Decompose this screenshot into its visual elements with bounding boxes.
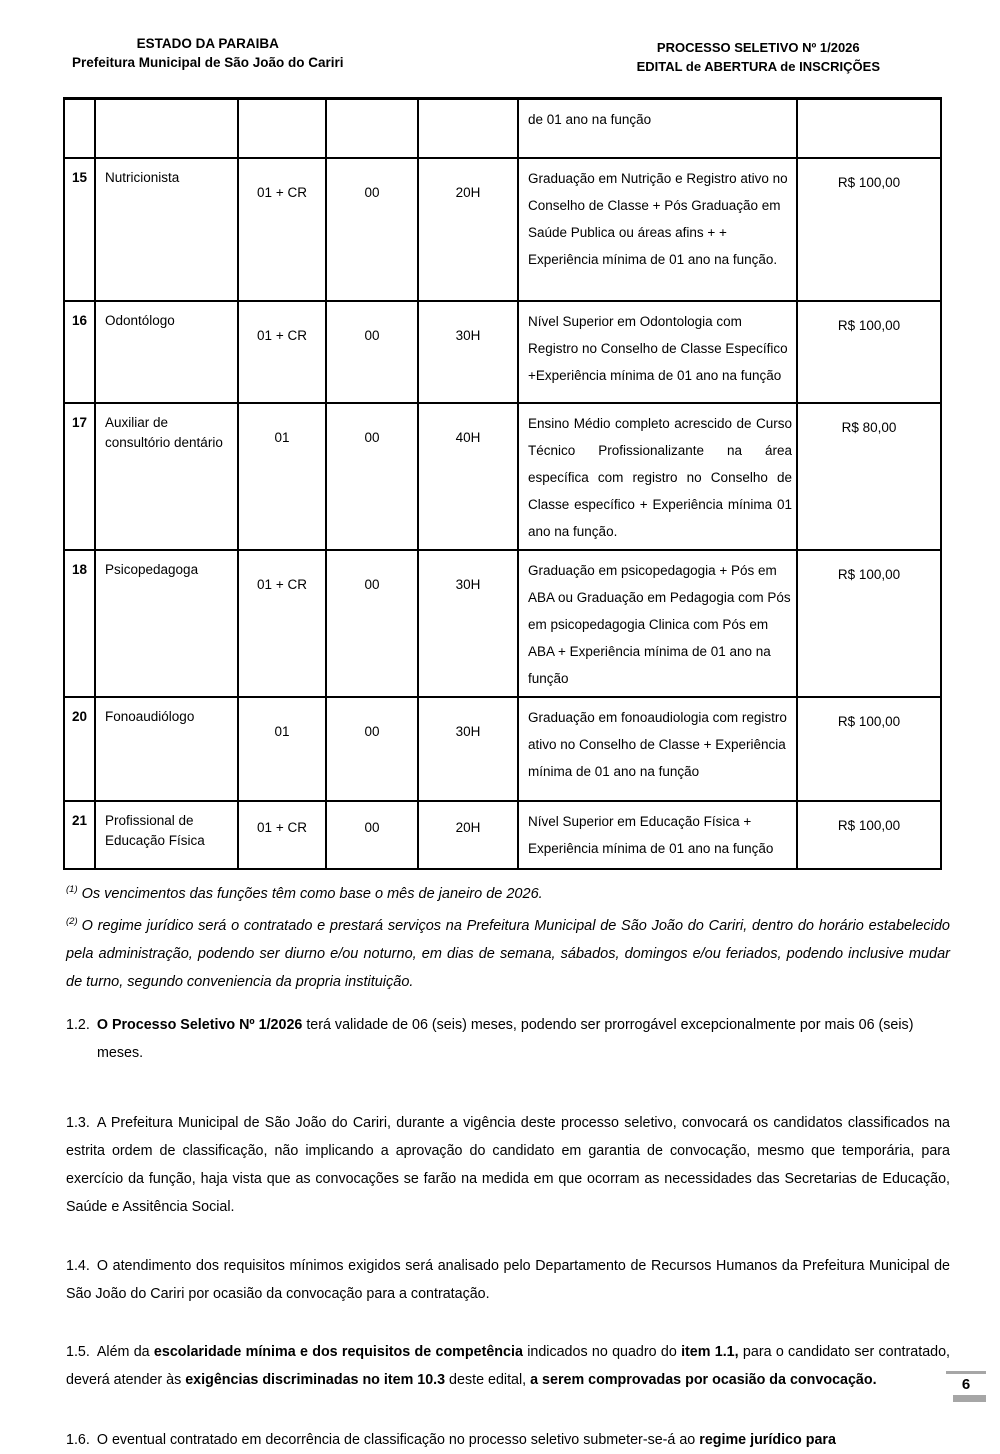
cell-vacancies: 01 + CR: [238, 801, 326, 869]
footnotes-section: [66, 879, 950, 997]
paragraph-1-2: [66, 1011, 950, 1067]
paragraph-number: 1.6.: [66, 1432, 90, 1449]
page-footer: [946, 1371, 986, 1402]
table-row: [64, 158, 941, 301]
cell-position: Odontólogo: [95, 301, 238, 403]
cell-fee: R$ 80,00: [797, 403, 941, 550]
state-name: ESTADO DA PARAIBA: [136, 36, 279, 51]
cell-reserved: 00: [326, 158, 418, 301]
body-paragraphs: [66, 1011, 950, 1454]
cell-requirements: Nível Superior em Odontologia com Registro no Conselho de Classe Específico +Experiência mínima de 01 ano na função: [518, 301, 797, 403]
cell-workload: [418, 99, 518, 158]
cell-position: [95, 99, 238, 158]
table-row-carryover: [64, 99, 941, 158]
table-row: [64, 403, 941, 550]
cell-vacancies: 01 + CR: [238, 550, 326, 697]
header-document-title: [637, 34, 880, 76]
municipality-name: Prefeitura Municipal de São João do Cariri: [72, 55, 344, 70]
cell-reserved: 00: [326, 301, 418, 403]
cell-reserved: 00: [326, 801, 418, 869]
cell-row-number: 18: [64, 550, 95, 697]
cell-requirements: Ensino Médio completo acrescido de Curso Técnico Profissionalizante na área específica com registro no Conselho de Classe específico + Experiência mínima 01 ano na função.: [518, 403, 797, 550]
cell-requirements: Graduação em fonoaudiologia com registro ativo no Conselho de Classe + Experiência mínima de 01 ano na função: [518, 697, 797, 801]
cell-workload: 20H: [418, 158, 518, 301]
paragraph-text: Além da escolaridade mínima e dos requisitos de competência indicados no quadro do item 1.1, para o candidato ser contratado, deverá atender às exigências discriminadas no item 10.3 deste edital, a serem comprovadas por ocasião da convocação.: [66, 1344, 951, 1389]
footnote-text: Os vencimentos das funções têm como base o mês de janeiro de 2026.: [81, 885, 543, 902]
cell-row-number: 16: [64, 301, 95, 403]
paragraph-number: 1.3.: [66, 1115, 90, 1132]
cell-fee: R$ 100,00: [797, 158, 941, 301]
process-title: PROCESSO SELETIVO Nº 1/2026: [656, 40, 860, 55]
paragraph-text: A Prefeitura Municipal de São João do Cariri, durante a vigência deste processo seletivo, convocará os candidatos classificados na estrita ordem de classificação, não implicando a aprovação do candidato em garantia de convocação, mesmo que temporária, para exercício da função, haja vista que as convocações se farão na medida em que ocorram as necessidades das Secretarias de Educação, Saúde e Assitência Social.: [66, 1115, 950, 1216]
paragraph-number: 1.2.: [66, 1017, 90, 1034]
cell-fee: [797, 99, 941, 158]
footnote-text: O regime jurídico será o contratado e prestará serviços na Prefeitura Municipal de São João do Cariri, dentro do horário estabelecido pela administração, podendo ser diurno e/ou noturno, em dias de semana, sábados, domingos e/ou feriados, podendo inclusive mudar de turno, segundo conveniencia da propria instituição.: [66, 918, 950, 991]
footnote-marker: (1): [66, 883, 78, 895]
cell-reserved: 00: [326, 550, 418, 697]
edital-title: EDITAL de ABERTURA de INSCRIÇÕES: [636, 59, 880, 74]
paragraph-text: O eventual contratado em decorrência de classificação no processo seletivo submeter-se-á ao regime jurídico para: [96, 1432, 836, 1449]
cell-workload: 20H: [418, 801, 518, 869]
cell-position: Fonoaudiólogo: [95, 697, 238, 801]
cell-fee: R$ 100,00: [797, 550, 941, 697]
cell-reserved: 00: [326, 697, 418, 801]
cell-workload: 30H: [418, 550, 518, 697]
cell-vacancies: [238, 99, 326, 158]
paragraph-number: 1.4.: [66, 1258, 90, 1275]
cell-row-number: [64, 99, 95, 158]
cell-reserved: 00: [326, 403, 418, 550]
cell-row-number: 15: [64, 158, 95, 301]
cell-position: Auxiliar de consultório dentário: [95, 403, 238, 550]
footnote-2: [66, 908, 950, 996]
table-row: [64, 697, 941, 801]
positions-table: [63, 97, 942, 870]
cell-position: Nutricionista: [95, 158, 238, 301]
header-organization: [72, 34, 344, 76]
page-header: [0, 0, 1000, 76]
paragraph-text: O Processo Seletivo Nº 1/2026 terá validade de 06 (seis) meses, podendo ser prorrogável excepcionalmente por mais 06 (seis) meses.: [96, 1017, 914, 1062]
cell-fee: R$ 100,00: [797, 801, 941, 869]
footnote-1: [66, 879, 950, 905]
table-row: [64, 301, 941, 403]
cell-row-number: 20: [64, 697, 95, 801]
cell-position: Profissional de Educação Física: [95, 801, 238, 869]
cell-workload: 30H: [418, 301, 518, 403]
paragraph-1-3: [66, 1109, 950, 1221]
cell-vacancies: 01 + CR: [238, 301, 326, 403]
cell-fee: R$ 100,00: [797, 697, 941, 801]
page-number: 6: [961, 1376, 971, 1393]
cell-vacancies: 01: [238, 697, 326, 801]
cell-vacancies: 01: [238, 403, 326, 550]
paragraph-1-4: [66, 1252, 950, 1308]
cell-position: Psicopedagoga: [95, 550, 238, 697]
cell-requirements: Graduação em psicopedagogia + Pós em ABA ou Graduação em Pedagogia com Pós em psicopedagogia Clinica com Pós em ABA + Experiência mínima de 01 ano na função: [518, 550, 797, 697]
cell-requirements: de 01 ano na função: [518, 99, 797, 158]
cell-row-number: 17: [64, 403, 95, 550]
footer-rule-bottom: [953, 1395, 986, 1402]
paragraph-1-5: [66, 1338, 950, 1394]
cell-requirements: Graduação em Nutrição e Registro ativo no Conselho de Classe + Pós Graduação em Saúde Publica ou áreas afins + + Experiência mínima de 01 ano na função.: [518, 158, 797, 301]
paragraph-1-6: [66, 1426, 950, 1454]
cell-reserved: [326, 99, 418, 158]
cell-workload: 40H: [418, 403, 518, 550]
cell-workload: 30H: [418, 697, 518, 801]
cell-vacancies: 01 + CR: [238, 158, 326, 301]
paragraph-text: O atendimento dos requisitos mínimos exigidos será analisado pelo Departamento de Recursos Humanos da Prefeitura Municipal de São João do Cariri por ocasião da convocação para a contratação.: [66, 1258, 950, 1303]
cell-row-number: 21: [64, 801, 95, 869]
cell-requirements: Nível Superior em Educação Física + Experiência mínima de 01 ano na função: [518, 801, 797, 869]
paragraph-number: 1.5.: [66, 1344, 90, 1361]
table-row: [64, 550, 941, 697]
cell-fee: R$ 100,00: [797, 301, 941, 403]
footnote-marker: (2): [66, 916, 78, 928]
table-row: [64, 801, 941, 869]
